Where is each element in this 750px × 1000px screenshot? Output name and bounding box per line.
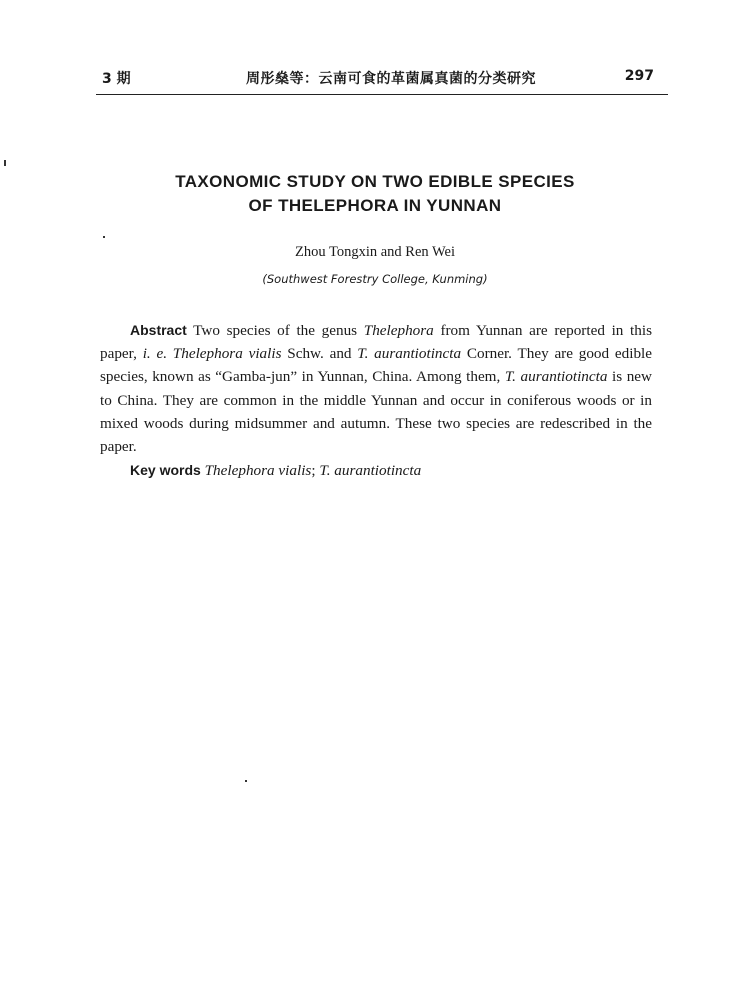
scan-speck [4, 160, 6, 166]
genus-name: Thelephora [363, 322, 434, 339]
issue-number: 3 期 [102, 71, 131, 87]
genus-abbrev: T. [357, 345, 369, 363]
keywords [130, 459, 652, 482]
title-line-2: OF THELEPHORA IN YUNNAN [248, 196, 502, 215]
authors: Zhou Tongxin and Ren Wei [295, 244, 455, 260]
abstract [100, 319, 652, 458]
running-head-title: 周彤燊等：云南可食的革菌属真菌的分类研究 [246, 71, 536, 87]
keyword: T. aurantiotincta [319, 462, 422, 479]
keyword: Thelephora vialis [204, 462, 312, 479]
keywords-label: Key words [130, 462, 201, 478]
page-number: 297 [624, 68, 654, 84]
species-name: Thelephora vialis [172, 345, 282, 363]
species-name: aurantiotincta [374, 345, 462, 363]
scan-speck [103, 236, 105, 238]
affiliation: (Southwest Forestry College, Kunming) [262, 272, 488, 286]
abstract-text: is new to China. They are common in the middle Yunnan and occur in coniferous woods or in mixed woods during midsummer and autumn. These two species are redescribed in the paper. [100, 368, 652, 456]
species-name: aurantiotincta [520, 368, 608, 386]
title-line-1: TAXONOMIC STUDY ON TWO EDIBLE SPECIES [175, 172, 575, 191]
abstract-text: Two species of the genus [186, 322, 364, 339]
paper-title [0, 170, 750, 218]
abstract-label: Abstract [130, 322, 187, 338]
running-head [96, 66, 656, 88]
keyword-separator: ; [311, 462, 320, 479]
abstract-text: Schw. and [281, 345, 358, 363]
ie-abbrev: i. e. [142, 345, 168, 363]
scan-speck [245, 780, 247, 782]
genus-abbrev: T. [504, 368, 516, 386]
header-rule [96, 94, 668, 95]
abstract-text: from Yunnan are reported in this paper, [100, 322, 652, 363]
abstract-text: Corner. They are good edible species, known as “Gamba-jun” in Yunnan, China. Among them, [100, 345, 652, 386]
